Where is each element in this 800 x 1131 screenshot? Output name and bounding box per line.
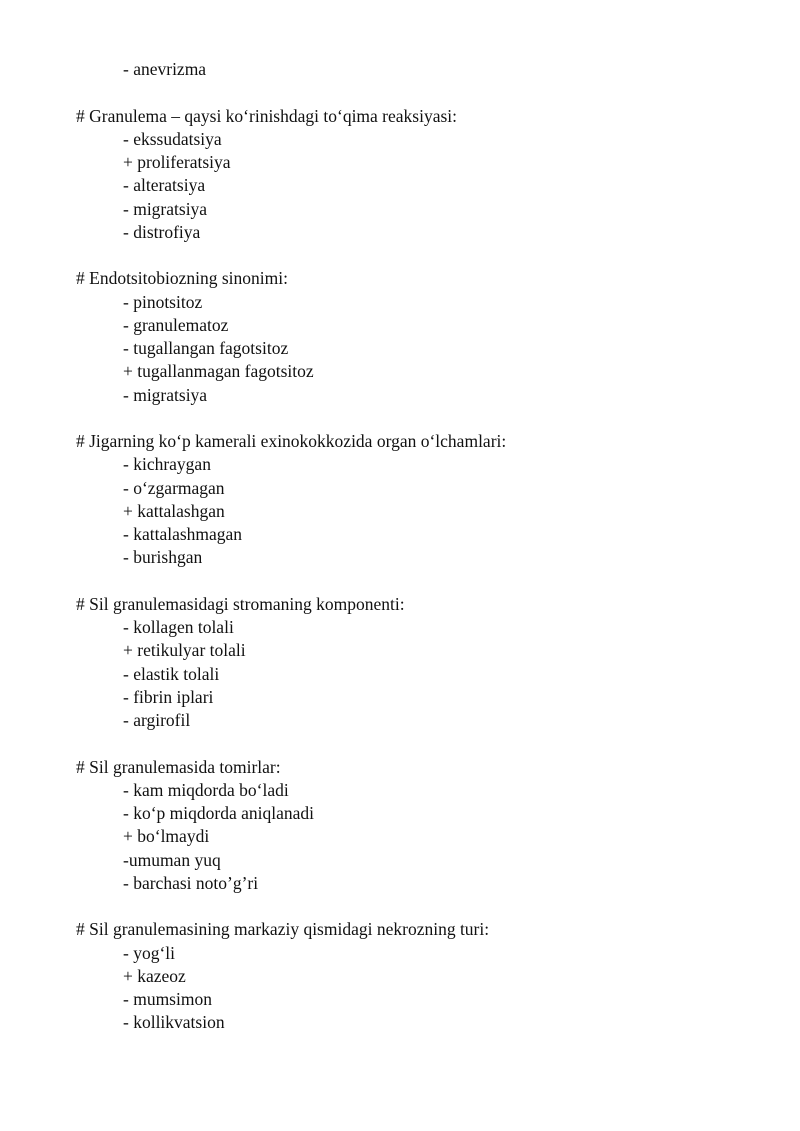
answer-option: - yog‘li <box>123 942 176 963</box>
answer-option: - argirofil <box>123 710 191 730</box>
answer-option: - alteratsiya <box>123 175 206 196</box>
answer-option: - ko‘p miqdorda aniqlanadi <box>123 803 314 823</box>
question-text: # Jigarning ko‘p kamerali exinokokkozida organ o‘lchamlari: <box>76 431 507 451</box>
answer-option: - mumsimon <box>123 989 212 1009</box>
question-text: # Endotsitobiozning sinonimi: <box>76 268 288 289</box>
answer-option: + bo‘lmaydi <box>123 826 210 847</box>
answer-option: - migratsiya <box>123 384 208 405</box>
answer-option: - kollagen tolali <box>123 617 234 637</box>
answer-option: + proliferatsiya <box>123 152 231 172</box>
question-text: # Sil granulemasining markaziy qismidagi nekrozning turi: <box>76 919 490 940</box>
answer-option: - kattalashmagan <box>123 524 243 544</box>
answer-option: - kichraygan <box>123 454 211 475</box>
answer-option: - burishgan <box>123 547 203 568</box>
answer-option: - kollikvatsion <box>123 1012 225 1033</box>
answer-option: - migratsiya <box>123 198 208 219</box>
answer-option: - granulematoz <box>123 314 229 335</box>
answer-option: - anevrizma <box>123 59 207 79</box>
answer-option: - pinotsitoz <box>123 291 203 312</box>
question-text: # Granulema – qaysi ko‘rinishdagi to‘qima reaksiyasi: <box>76 105 458 126</box>
answer-option: - o‘zgarmagan <box>123 477 225 498</box>
question-text: # Sil granulemasida tomirlar: <box>76 756 281 777</box>
answer-option: - fibrin iplari <box>123 686 214 707</box>
answer-option: - distrofiya <box>123 221 201 242</box>
answer-option: - ekssudatsiya <box>123 128 222 149</box>
answer-option: + kattalashgan <box>123 500 225 521</box>
answer-option: + kazeoz <box>123 965 186 986</box>
answer-option: - tugallangan fagotsitoz <box>123 338 289 358</box>
answer-option: -umuman yuq <box>123 849 221 870</box>
answer-option: + retikulyar tolali <box>123 640 246 661</box>
answer-option: - kam miqdorda bo‘ladi <box>123 779 289 800</box>
answer-option: + tugallanmagan fagotsitoz <box>123 361 314 382</box>
answer-option: - elastik tolali <box>123 663 220 684</box>
answer-option: - barchasi noto’g’ri <box>123 872 259 893</box>
question-text: # Sil granulemasidagi stromaning komponenti: <box>76 593 405 614</box>
